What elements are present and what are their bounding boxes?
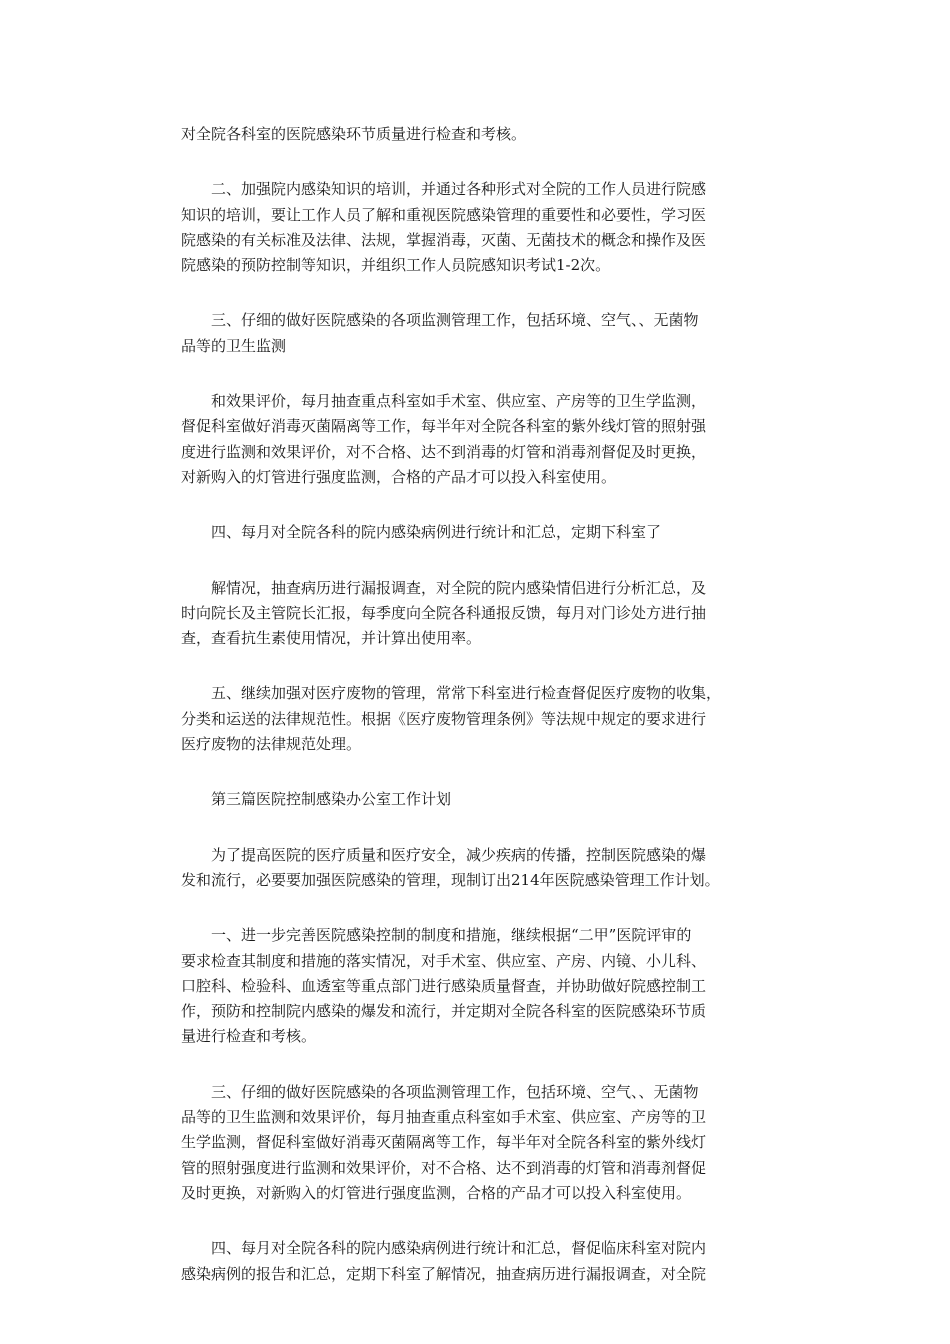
text-line: 量进行检查和考核。: [181, 1027, 317, 1046]
text-line: 对新购入的灯管进行强度监测，合格的产品才可以投入科室使用。: [181, 467, 617, 486]
text-line: 解情况，抽查病历进行漏报调查，对全院的院内感染情侣进行分析汇总，及: [181, 578, 707, 597]
text-line: 生学监测，督促科室做好消毒灭菌隔离等工作，每半年对全院各科室的紫外线灯: [181, 1133, 707, 1152]
text-line: 品等的卫生监测和效果评价，每月抽查重点科室如手术室、供应室、产房等的卫: [181, 1108, 707, 1127]
text-line: 品等的卫生监测: [181, 336, 287, 355]
text-line: 分类和运送的法律规范性。根据《医疗废物管理条例》等法规中规定的要求进行: [181, 709, 707, 728]
text-line: 知识的培训，要让工作人员了解和重视医院感染管理的重要性和必要性，学习医: [181, 205, 707, 224]
paragraph-6: [181, 576, 781, 652]
paragraph-10: [181, 923, 781, 1049]
text-line: 三、仔细的做好医院感染的各项监测管理工作，包括环境、空气、、无菌物: [181, 1082, 699, 1101]
text-line: 发和流行，必要要加强医院感染的管理，现制订出214年医院感染管理工作计划。: [181, 870, 720, 889]
text-line: 一、进一步完善医院感染控制的制度和措施，继续根据“二甲”医院评审的: [181, 926, 692, 945]
text-line: 院感染的有关标准及法律、法规，掌握消毒，灭菌、无菌技术的概念和操作及医: [181, 230, 707, 249]
paragraph-2: [181, 177, 781, 278]
text-line: 口腔科、检验科、血透室等重点部门进行感染质量督查，并协助做好院感控制工: [181, 976, 707, 995]
paragraph-12: [181, 1236, 781, 1287]
text-line: 要求检查其制度和措施的落实情况，对手术室、供应室、产房、内镜、小儿科、: [181, 951, 707, 970]
text-line: 督促科室做好消毒灭菌隔离等工作，每半年对全院各科室的紫外线灯管的照射强: [181, 417, 707, 436]
text-line: 二、加强院内感染知识的培训，并通过各种形式对全院的工作人员进行院感: [181, 180, 707, 199]
text-line: 五、继续加强对医疗废物的管理，常常下科室进行检查督促医疗废物的收集，: [181, 684, 722, 703]
text-line: 对全院各科室的医院感染环节质量进行检查和考核。: [181, 125, 527, 143]
text-line: 度进行监测和效果评价，对不合格、达不到消毒的灯管和消毒剂督促及时更换，: [181, 442, 707, 461]
text-line: 管的照射强度进行监测和效果评价，对不合格、达不到消毒的灯管和消毒剂督促: [181, 1158, 707, 1177]
paragraph-4: [181, 389, 781, 490]
text-line: 医疗废物的法律规范处理。: [181, 735, 362, 754]
text-line: 及时更换，对新购入的灯管进行强度监测，合格的产品才可以投入科室使用。: [181, 1183, 692, 1202]
text-line: 为了提高医院的医疗质量和医疗安全，减少疾病的传播，控制医院感染的爆: [181, 845, 707, 864]
paragraph-7: [181, 681, 781, 757]
text-line: 作，预防和控制院内感染的爆发和流行，并定期对全院各科室的医院感染环节质: [181, 1002, 707, 1021]
text-line: 时向院长及主管院长汇报，每季度向全院各科通报反馈，每月对门诊处方进行抽: [181, 603, 707, 622]
text-line: 和效果评价，每月抽查重点科室如手术室、供应室、产房等的卫生学监测，: [181, 392, 707, 411]
text-line: 院感染的预防控制等知识，并组织工作人员院感知识考试1-2次。: [181, 256, 611, 275]
paragraph-11: [181, 1080, 781, 1206]
paragraph-5: [181, 520, 781, 545]
text-line: 四、每月对全院各科的院内感染病例进行统计和汇总，督促临床科室对院内: [181, 1239, 707, 1258]
text-line: 四、每月对全院各科的院内感染病例进行统计和汇总，定期下科室了: [181, 523, 662, 542]
text-line: 感染病例的报告和汇总，定期下科室了解情况，抽查病历进行漏报调查，对全院: [181, 1264, 707, 1283]
paragraph-9: [181, 843, 781, 894]
text-line: 查，查看抗生素使用情况，并计算出使用率。: [181, 629, 482, 648]
section-heading: [181, 787, 781, 812]
paragraph-3: [181, 308, 781, 359]
text-line: 第三篇医院控制感染办公室工作计划: [181, 790, 452, 809]
document-page: [181, 122, 781, 1317]
text-line: 三、仔细的做好医院感染的各项监测管理工作，包括环境、空气、、无菌物: [181, 311, 699, 330]
paragraph-1: [181, 122, 781, 147]
